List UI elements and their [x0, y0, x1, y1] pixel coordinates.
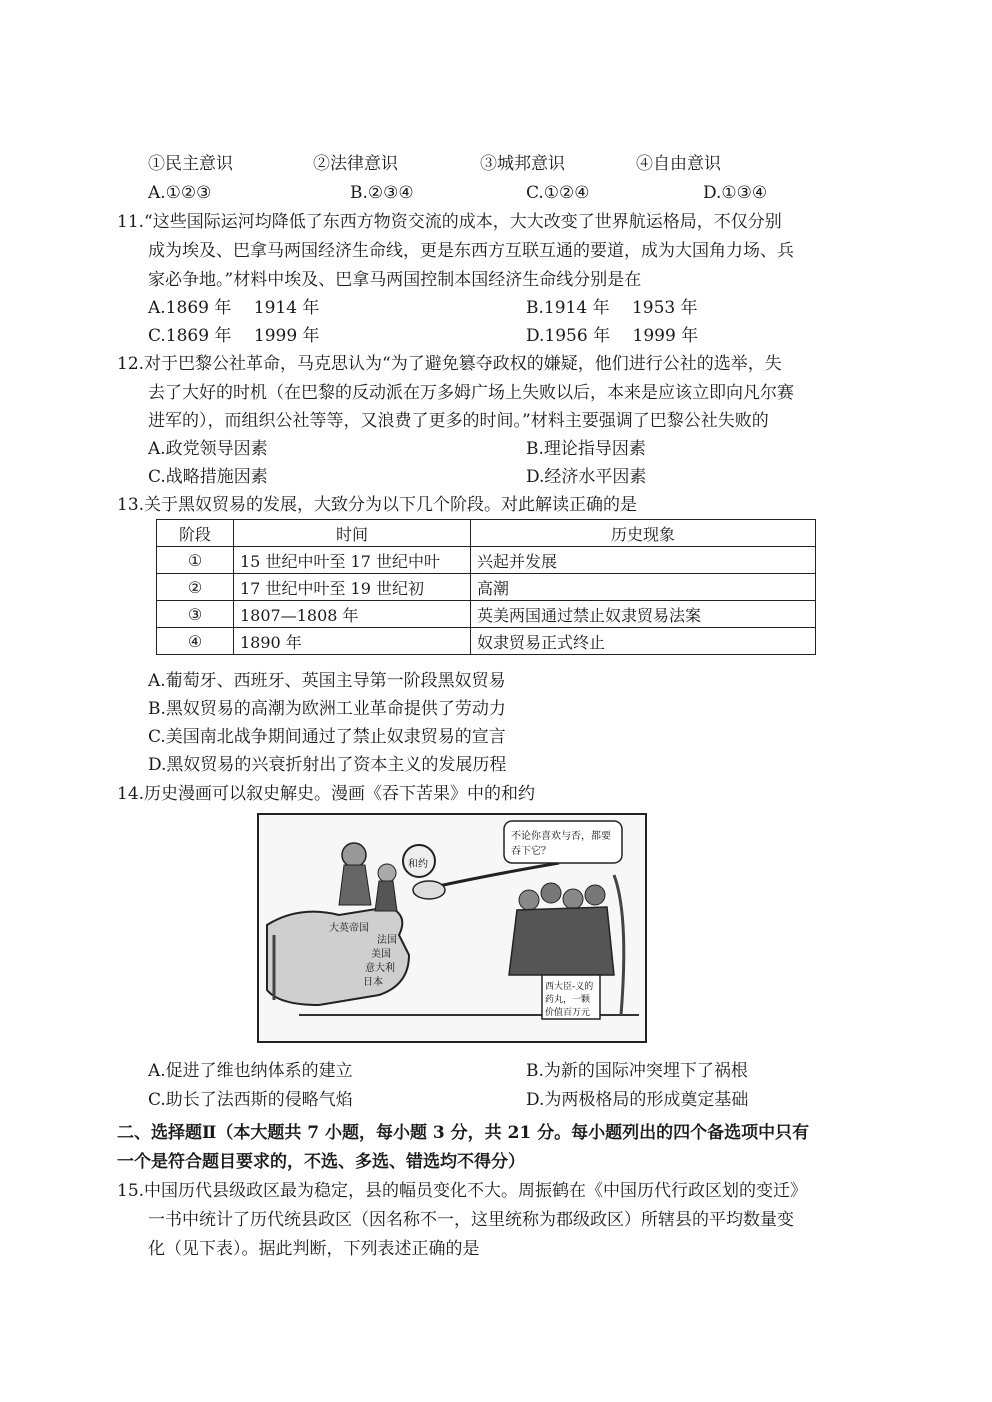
table-cell: 高潮 — [471, 574, 816, 601]
q15-stem-line-3: 化（见下表）。据此判断，下列表述正确的是 — [148, 1239, 480, 1259]
q10-item-4: ④自由意识 — [636, 154, 721, 174]
table-cell: 英美两国通过禁止奴隶贸易法案 — [471, 601, 816, 628]
q11-option-d[interactable]: D.1956 年 1999 年 — [526, 326, 699, 346]
table-row — [157, 574, 816, 601]
header-time: 时间 — [234, 520, 471, 547]
table-cell: 1890 年 — [234, 628, 471, 655]
q12-stem-line-2: 去了大好的时机（在巴黎的反动派在万多姆广场上失败以后，本来是应该立即向凡尔赛 — [148, 383, 794, 403]
table-cell: 兴起并发展 — [471, 547, 816, 574]
cartoon-hand-label: 意大利 — [365, 963, 395, 974]
q12-option-a[interactable]: A.政党领导因素 — [148, 439, 268, 459]
table-row — [157, 601, 816, 628]
table-cell: ③ — [157, 601, 234, 628]
q10-item-1: ①民主意识 — [148, 154, 233, 174]
cartoon-bitter-pill — [257, 813, 647, 1043]
q11-option-b[interactable]: B.1914 年 1953 年 — [526, 298, 698, 318]
slave-trade-table — [156, 519, 816, 655]
cartoon-hand-label: 美国 — [371, 949, 391, 960]
q12-stem-line-3: 进军的），而组织公社等等，又浪费了更多的时间。”材料主要强调了巴黎公社失败的 — [148, 411, 769, 431]
q12-option-b[interactable]: B.理论指导因素 — [526, 439, 646, 459]
table-cell: ② — [157, 574, 234, 601]
cartoon-pill-label: 和约 — [408, 859, 428, 870]
q13-option-c[interactable]: C.美国南北战争期间通过了禁止奴隶贸易的宣言 — [148, 727, 506, 747]
table-header-row — [157, 520, 816, 547]
section-2-heading-line-1: 二、选择题Ⅱ（本大题共 7 小题，每小题 3 分，共 21 分。每小题列出的四个备选项中只有 — [117, 1123, 810, 1143]
q14-option-a[interactable]: A.促进了维也纳体系的建立 — [148, 1061, 353, 1081]
q11-stem-line-3: 家必争地。”材料中埃及、巴拿马两国控制本国经济生命线分别是在 — [148, 270, 642, 290]
q10-option-d[interactable]: D.①③④ — [703, 183, 768, 203]
header-stage: 阶段 — [157, 520, 234, 547]
q11-stem-line-1: 11.“这些国际运河均降低了东西方物资交流的成本，大大改变了世界航运格局，不仅分别 — [117, 212, 782, 232]
q14-option-b[interactable]: B.为新的国际冲突埋下了祸根 — [526, 1061, 748, 1081]
cartoon-hand-label: 法国 — [377, 935, 397, 946]
cartoon-jar-label: 价值百万元 — [545, 1008, 591, 1018]
cartoon-hand-label: 日本 — [363, 977, 383, 988]
table-row — [157, 547, 816, 574]
table-cell: 奴隶贸易正式终止 — [471, 628, 816, 655]
q11-option-a[interactable]: A.1869 年 1914 年 — [148, 298, 320, 318]
q13-option-a[interactable]: A.葡萄牙、西班牙、英国主导第一阶段黑奴贸易 — [148, 671, 506, 691]
q13-option-b[interactable]: B.黑奴贸易的高潮为欧洲工业革命提供了劳动力 — [148, 699, 506, 719]
q12-option-c[interactable]: C.战略措施因素 — [148, 467, 268, 487]
table-cell: 1807—1808 年 — [234, 601, 471, 628]
q11-stem-line-2: 成为埃及、巴拿马两国经济生命线，更是东西方互联互通的要道，成为大国角力场、兵 — [148, 241, 794, 261]
q13-stem: 13.关于黑奴贸易的发展，大致分为以下几个阶段。对此解读正确的是 — [117, 495, 638, 515]
q10-item-2: ②法律意识 — [313, 154, 398, 174]
cartoon-speech-line-1: 不论你喜欢与否，都要 — [511, 831, 611, 842]
q14-option-d[interactable]: D.为两极格局的形成奠定基础 — [526, 1090, 749, 1110]
q12-stem-line-1: 12.对于巴黎公社革命，马克思认为“为了避免篡夺政权的嫌疑，他们进行公社的选举，失 — [117, 354, 782, 374]
table-row — [157, 628, 816, 655]
cartoon-hand-label: 大英帝国 — [329, 923, 369, 934]
cartoon-speech-line-2: 吞下它？ — [511, 846, 551, 857]
q14-stem: 14.历史漫画可以叙史解史。漫画《吞下苦果》中的和约 — [117, 784, 536, 804]
table-cell: 15 世纪中叶至 17 世纪中叶 — [234, 547, 471, 574]
q10-option-c[interactable]: C.①②④ — [526, 183, 590, 203]
cartoon-jar-label: 西大臣-义的 — [545, 982, 594, 992]
table-cell: ④ — [157, 628, 234, 655]
q11-option-c[interactable]: C.1869 年 1999 年 — [148, 326, 320, 346]
q13-option-d[interactable]: D.黑奴贸易的兴衰折射出了资本主义的发展历程 — [148, 755, 507, 775]
q10-option-b[interactable]: B.②③④ — [350, 183, 414, 203]
q12-option-d[interactable]: D.经济水平因素 — [526, 467, 647, 487]
q10-option-a[interactable]: A.①②③ — [148, 183, 212, 203]
q15-stem-line-2: 一书中统计了历代统县政区（因名称不一，这里统称为郡级政区）所辖县的平均数量变 — [148, 1210, 794, 1230]
table-cell: 17 世纪中叶至 19 世纪初 — [234, 574, 471, 601]
header-phenomenon: 历史现象 — [471, 520, 816, 547]
q10-item-3: ③城邦意识 — [480, 154, 565, 174]
q15-stem-line-1: 15.中国历代县级政区最为稳定，县的幅员变化不大。周振鹤在《中国历代行政区划的变迁》 — [117, 1181, 808, 1201]
table-cell: ① — [157, 547, 234, 574]
q14-option-c[interactable]: C.助长了法西斯的侵略气焰 — [148, 1090, 353, 1110]
section-2-heading-line-2: 一个是符合题目要求的，不选、多选、错选均不得分） — [117, 1152, 525, 1172]
cartoon-jar-label: 药丸，一颗 — [545, 995, 591, 1005]
